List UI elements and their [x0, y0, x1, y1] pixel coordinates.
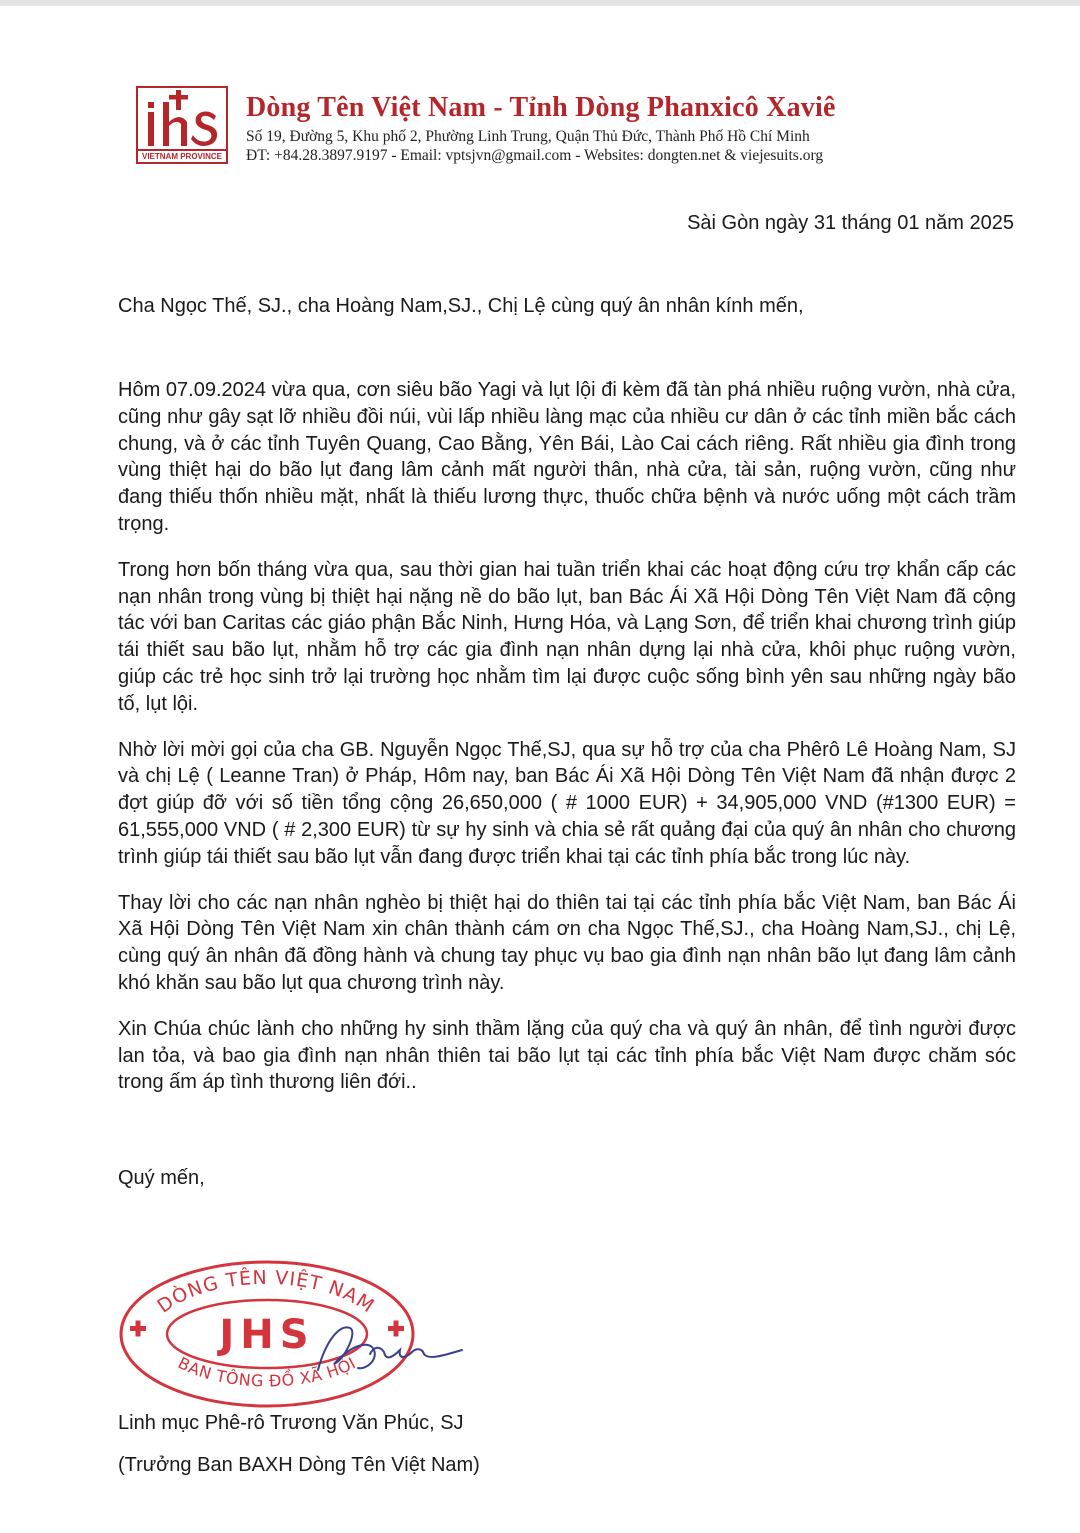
signer-name: Linh mục Phê-rô Trương Văn Phúc, SJ [118, 1412, 464, 1434]
paragraph: Trong hơn bốn tháng vừa qua, sau thời gian hai tuần triển khai các hoạt động cứu trợ khẩn cấp các nạn nhân trong vùng bị thiệt hại nặng nề do bão lụt, ban Bác Ái Xã Hội Dòng Tên Việt Nam đã cộng tác với ban Caritas các giáo phận Bắc Ninh, Hưng Hóa, và Lạng Sơn, để triển khai chương trình giúp tái thiết sau bão lụt, nhằm hỗ trợ các gia đình nạn nhân dựng lại nhà cửa, khôi phục ruộng vườn, giúp các trẻ học sinh trở lại trường học nhằm tìm lại được cuộc sống bình yên sau những ngày bão tố, lụt lội. [118, 558, 1016, 715]
seal-cross-left-icon [130, 1321, 146, 1337]
seal-bottom-text: BAN TÔNG ĐỒ XÃ HỘI [174, 1353, 360, 1391]
paragraph: Xin Chúa chúc lành cho những hy sinh thầm lặng của quý cha và quý ân nhân, để tình người được lan tỏa, và bao gia đình nạn nhân thiên tai bão lụt tại các tỉnh phía bắc Việt Nam được chăm sóc trong ấm áp tình thương liên đới.. [118, 1017, 1016, 1094]
seal-center-text: JHS [219, 1312, 315, 1358]
logo-caption: VIETNAM PROVINCE [138, 149, 226, 162]
jesuit-logo [136, 86, 228, 164]
org-name: Dòng Tên Việt Nam - Tỉnh Dòng Phanxicô Xaviê [246, 92, 836, 123]
paragraph: Hôm 07.09.2024 vừa qua, cơn siêu bão Yagi và lụt lội đi kèm đã tàn phá nhiều ruộng vườn, nhà cửa, cũng như gây sạt lỡ nhiều đồi núi, vùi lấp nhiều làng mạc của nhiều cư dân ở các tỉnh miền bắc cách chung, và ở các tỉnh Tuyên Quang, Cao Bằng, Yên Bái, Lào Cai cách riêng. Rất nhiều gia đình trong vùng thiệt hại do bão lụt đang lâm cảnh mất người thân, nhà cửa, tài sản, ruộng vườn, cũng như đang thiếu thốn nhiều mặt, nhất là thiếu lương thực, thuốc chữa bệnh và nước uống một cách trầm trọng. [118, 379, 1016, 535]
paragraph: Nhờ lời mời gọi của cha GB. Nguyễn Ngọc Thế,SJ, qua sự hỗ trợ của cha Phêrô Lê Hoàng Nam, SJ và chị Lệ ( Leanne Tran) ở Pháp, Hôm nay, ban Bác Ái Xã Hội Dòng Tên Việt Nam đã nhận được 2 đợt giúp đỡ với số tiền tổng cộng 26,650,000 ( # 1000 EUR) + 34,905,000 VND (#1300 EUR) = 61,555,000 VND ( # 2,300 EUR) từ sự hy sinh và chia sẻ rất quảng đại của quý ân nhân cho chương trình giúp tái thiết sau bão lụt vẫn đang được triển khai tại các tỉnh phía bắc trong lúc này. [118, 738, 1016, 868]
salutation: Cha Ngọc Thế, SJ., cha Hoàng Nam,SJ., Chị Lệ cùng quý ân nhân kính mến, [118, 295, 804, 317]
org-contact: ĐT: +84.28.3897.9197 - Email: vptsjvn@gmail.com - Websites: dongten.net & viejesuits.org [246, 147, 824, 164]
letter-date: Sài Gòn ngày 31 tháng 01 năm 2025 [687, 212, 1014, 234]
letter-body [118, 377, 1016, 1115]
seal-cross-right-icon [388, 1321, 404, 1337]
letterhead [136, 86, 986, 166]
seal-top-text: DÒNG TÊN VIỆT NAM [153, 1266, 379, 1318]
org-address: Số 19, Đường 5, Khu phố 2, Phường Linh Trung, Quận Thủ Đức, Thành Phố Hồ Chí Minh [246, 128, 810, 145]
seal-stamp-icon [112, 1252, 492, 1412]
closing: Quý mến, [118, 1167, 205, 1189]
official-seal [112, 1252, 492, 1412]
ihs-monogram-icon [138, 88, 226, 150]
paragraph: Thay lời cho các nạn nhân nghèo bị thiệt hại do thiên tai tại các tỉnh phía bắc Việt Nam, ban Bác Ái Xã Hội Dòng Tên Việt Nam xin chân thành cám ơn cha Ngọc Thế,SJ., cha Hoàng Nam,SJ., chị Lệ, cùng quý ân nhân đã đồng hành và chung tay phục vụ bao gia đình nạn nhân bão lụt đang lâm cảnh khó khăn sau bão lụt qua chương trình này. [118, 891, 1016, 994]
signer-title: (Trưởng Ban BAXH Dòng Tên Việt Nam) [118, 1454, 480, 1476]
top-strip [0, 0, 1080, 6]
